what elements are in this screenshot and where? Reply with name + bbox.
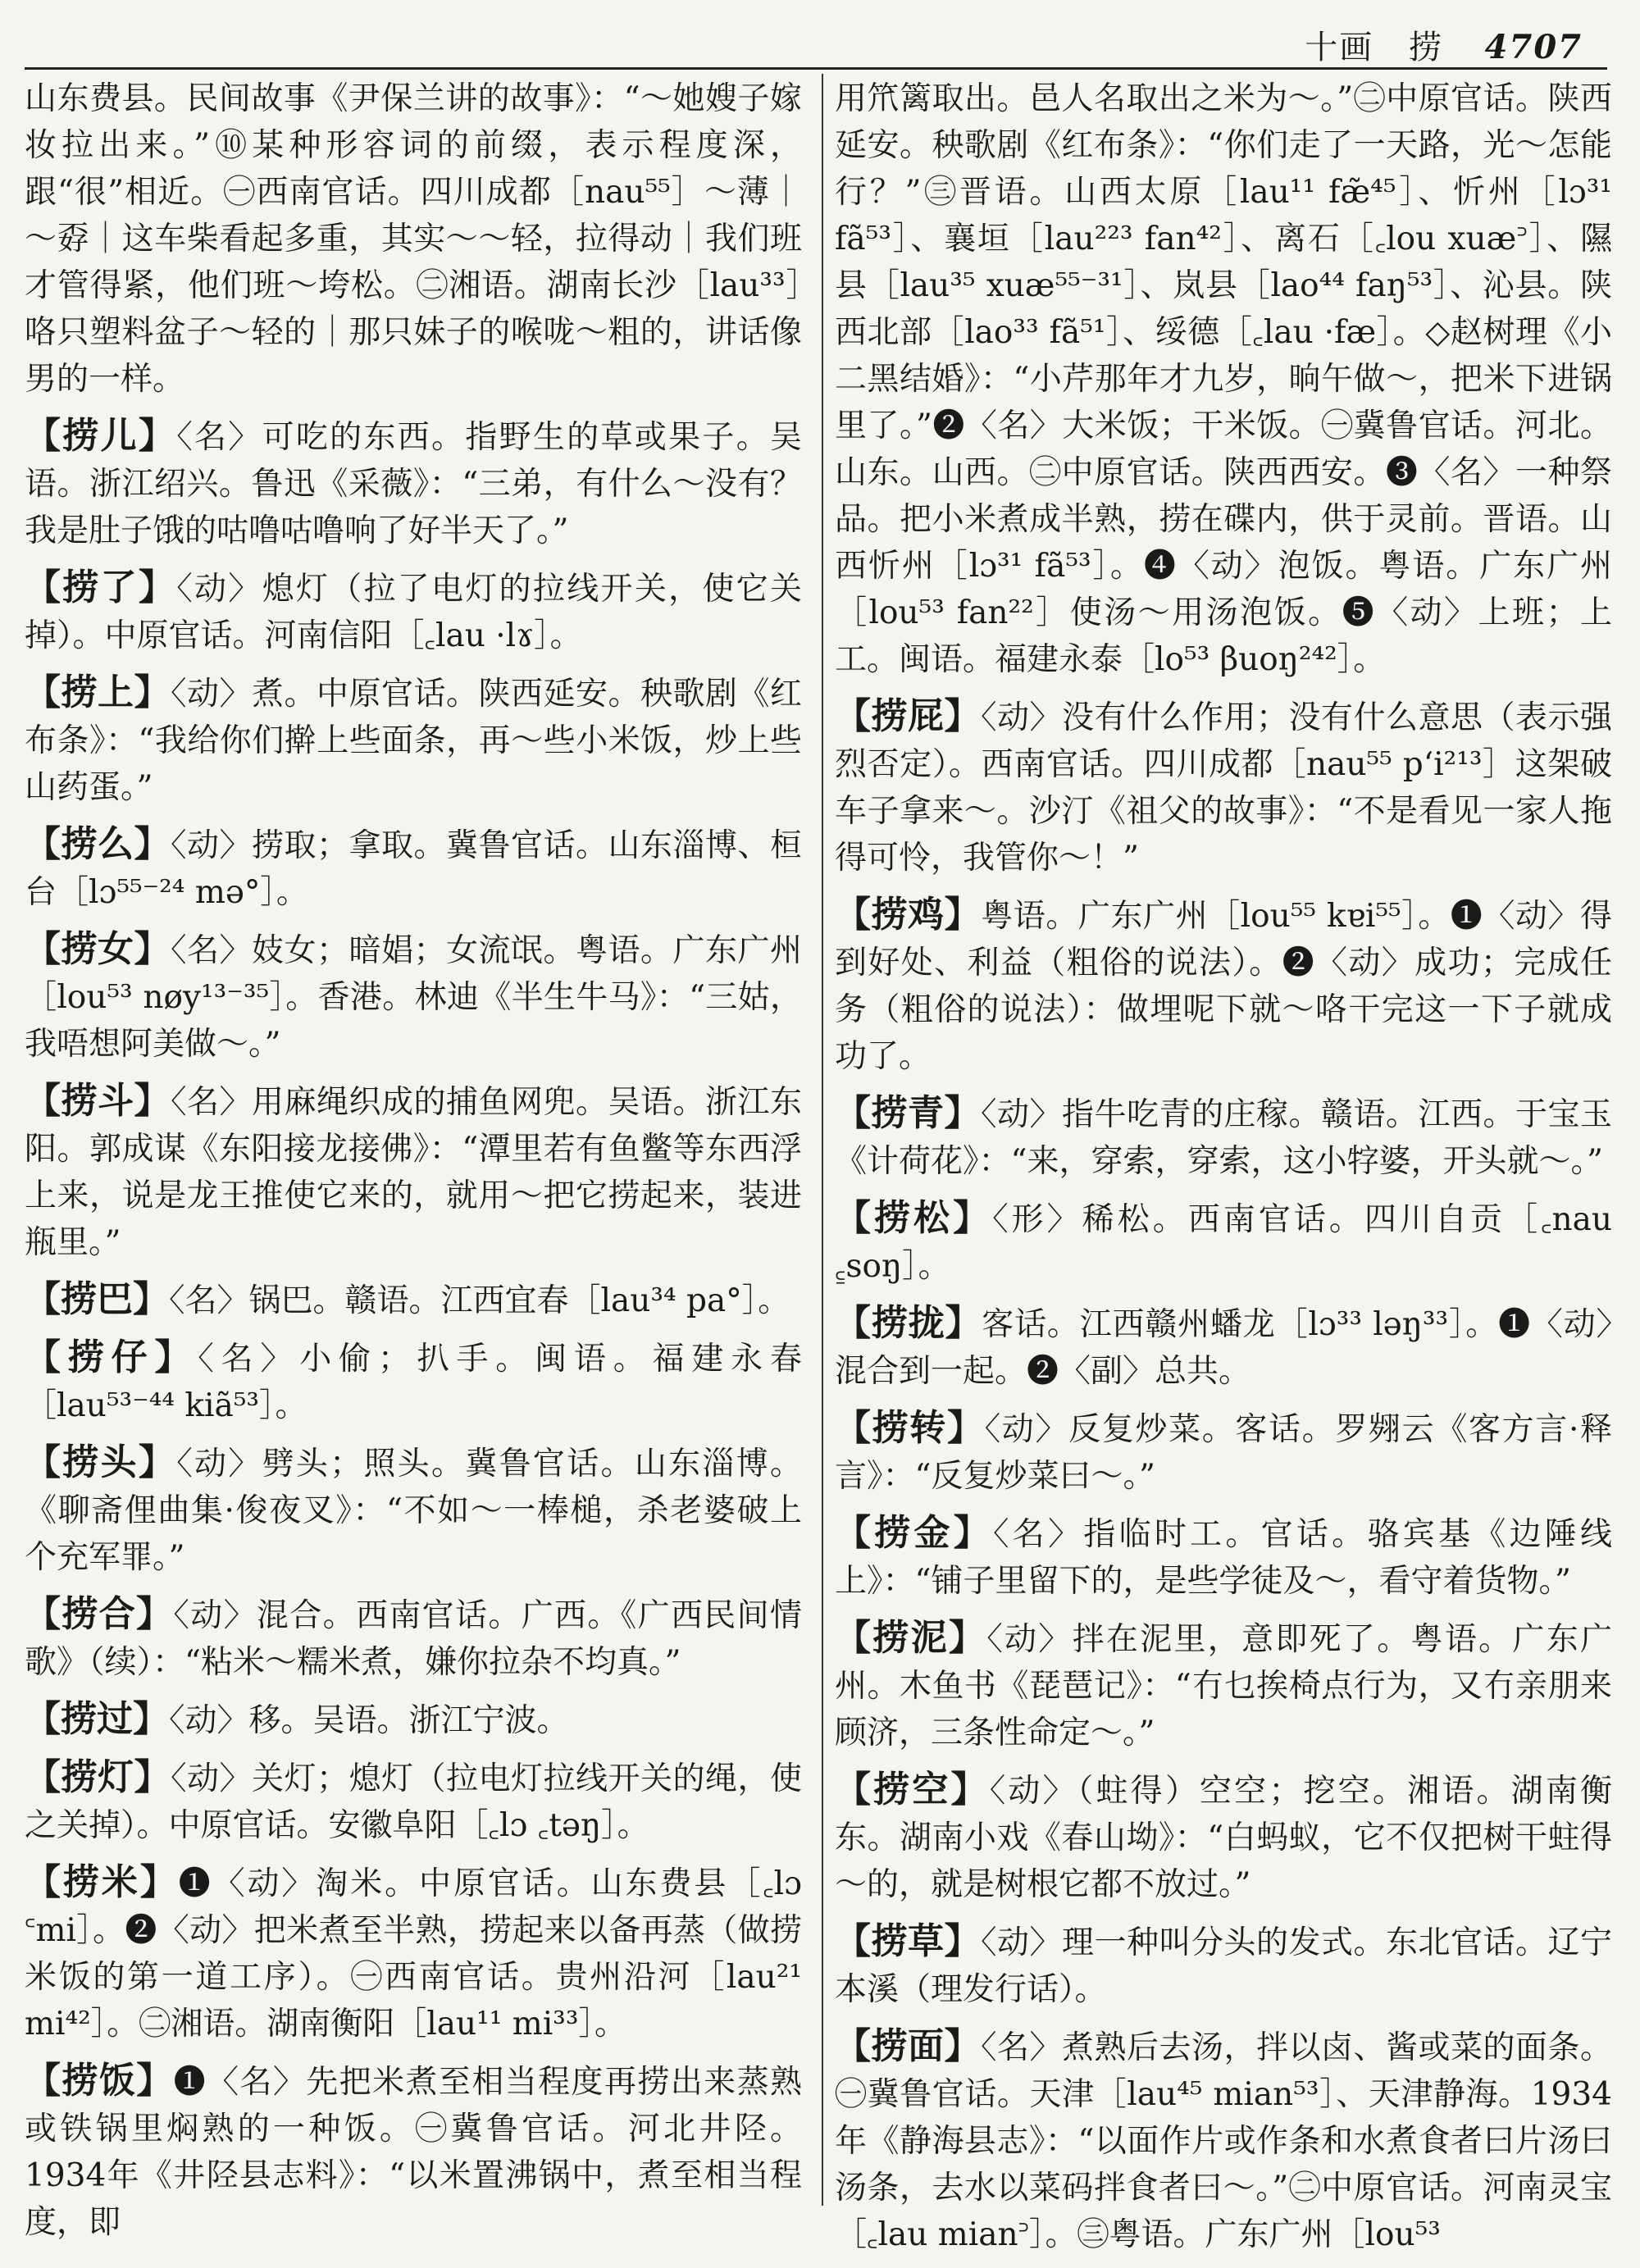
dictionary-entry (25, 1859, 802, 2047)
entry-headword: 【捞泥】 (835, 1617, 987, 1659)
dictionary-entry (835, 1195, 1612, 1290)
entry-definition: 〈动〉熄灯（拉了电灯的拉线开关，使它关掉）。中原官话。河南信阳［꜀lau ·lɤ］。 (25, 571, 802, 654)
entry-headword: 【捞儿】 (25, 415, 177, 457)
entry-definition: 〈名〉可吃的东西。指野生的草或果子。吴语。浙江绍兴。鲁迅《采薇》：“三弟，有什么～没有？我是肚子饿的咕噜咕噜响了好半天了。” (25, 419, 802, 549)
left-column (25, 75, 802, 2256)
dictionary-entry (835, 1918, 1612, 2013)
entry-headword: 【捞合】 (25, 1593, 174, 1635)
entry-headword: 【捞过】 (25, 1698, 169, 1740)
entry-headword: 【捞屁】 (835, 695, 981, 737)
entry-definition: 〈动〉理一种叫分头的发式。东北官话。辽宁本溪（理发行话）。 (835, 1924, 1612, 2008)
entry-headword: 【捞青】 (835, 1092, 981, 1134)
entry-definition: 〈动〉反复炒菜。客话。罗翙云《客方言·释言》：“反复炒菜曰～。” (835, 1411, 1612, 1495)
entry-definition: 〈动〉（蛀得）空空；挖空。湘语。湖南衡东。湖南小戏《春山坳》：“白蚂蚁，它不仅把树干蛀得～的，就是树根它都不放过。” (835, 1773, 1612, 1903)
dictionary-entry (25, 1439, 802, 1581)
entry-headword: 【捞了】 (25, 567, 177, 608)
dictionary-entry (25, 1334, 802, 1429)
dictionary-entry (25, 1696, 802, 1744)
entry-headword: 【捞米】 (25, 1861, 179, 1903)
header-character: 捞 (1408, 29, 1443, 66)
entry-headword: 【捞鸡】 (835, 894, 982, 936)
entry-definition: 〈动〉劈头；照头。冀鲁官话。山东淄博。《聊斋俚曲集·俊夜叉》：“不如～一棒槌，杀老婆破上个充军罪。” (25, 1446, 802, 1576)
entry-headword: 【捞转】 (835, 1407, 985, 1449)
entry-definition: 〈名〉指临时工。官话。骆宾基《边陲线上》：“铺子里留下的，是些学徒及～，看守着货物。” (835, 1516, 1612, 1600)
continuation-text: 用笊篱取出。邑人名取出之米为～。”㊁中原官话。陕西延安。秧歌剧《红布条》：“你们走了一天路，光～怎能行？”㊂晋语。山西太原［lau¹¹ fæ̃⁴⁵］、忻州［lɔ³¹ fã⁵³］、襄垣［lau²²³ fan⁴²］、离石［꜀lou xuæ꜄］、隰县［lau³⁵ xuæ⁵⁵⁻³¹］、岚县［lao⁴⁴ faŋ⁵³］、沁县。陕西北部［lao³³ fã⁵¹］、绥德［꜀lau ·fæ］。◇赵树理《小二黑结婚》：“小芹那年才九岁，晌午做～，把米下进锅里了。”❷〈名〉大米饭；干米饭。㊀冀鲁官话。河北。山东。山西。㊁中原官话。陕西西安。❸〈名〉一种祭品。把小米煮成半熟，捞在碟内，供于灵前。晋语。山西忻州［lɔ³¹ fã⁵³］。❹〈动〉泡饭。粤语。广东广州［lou⁵³ fan²²］使汤～用汤泡饭。❺〈动〉上班；上工。闽语。福建永泰［lo⁵³ βuoŋ²⁴²］。 (835, 80, 1612, 678)
entry-definition: 〈动〉关灯；熄灯（拉电灯拉线开关的绳，使之关掉）。中原官话。安徽阜阳［꜀lɔ ꜀təŋ］。 (25, 1760, 802, 1844)
dictionary-entry (25, 412, 802, 554)
right-column (835, 75, 1612, 2268)
entry-definition: 〈动〉没有什么作用；没有什么意思（表示强烈否定）。西南官话。四川成都［nau⁵⁵ pʻi²¹³］这架破车子拿来～。沙汀《祖父的故事》：“不是看见一家人拖得可怜，我管你～！” (835, 699, 1612, 877)
entry-definition: ❶〈名〉先把米煮至相当程度再捞出来蒸熟或铁锅里焖熟的一种饭。㊀冀鲁官话。河北井陉。1934年《井陉县志料》：“以米置沸锅中，煮至相当程度，即 (25, 2064, 802, 2241)
entry-definition: 〈动〉指牛吃青的庄稼。赣语。江西。于宝玉《计荷花》：“来，穿索，穿索，这小牸婆，开头就～。” (835, 1096, 1612, 1180)
dictionary-entry (25, 926, 802, 1068)
dictionary-entry (835, 693, 1612, 881)
dictionary-entry (25, 564, 802, 659)
dictionary-entry (835, 1300, 1612, 1395)
entry-headword: 【捞金】 (835, 1512, 994, 1554)
entry-headword: 【捞头】 (25, 1441, 177, 1483)
dictionary-entry (25, 1591, 802, 1686)
dictionary-entry (25, 1276, 802, 1324)
entry-definition: 〈动〉煮。中原官话。陕西延安。秧歌剧《红布条》：“我给你们擀上些面条，再～些小米饭，炒上些山药蛋。” (25, 676, 802, 806)
column-divider (822, 74, 823, 2206)
continuation-text: 山东费县。民间故事《尹保兰讲的故事》：“～她嫂子嫁妆拉出来。”⑩某种形容词的前缀，表示程度深，跟“很”相近。㊀西南官话。四川成都［nau⁵⁵］～薄｜～孬｜这车柴看起多重，其实～～轻，拉得动｜我们班才管得紧，他们班～垮松。㊁湘语。湖南长沙［lau³³］咯只塑料盆子～轻的｜那只妹子的喉咙～粗的，讲话像男的一样。 (25, 80, 802, 398)
entry-definition: 〈动〉捞取；拿取。冀鲁官话。山东淄博、桓台［lɔ⁵⁵⁻²⁴ mə°］。 (25, 827, 802, 911)
section-label: 十画 (1305, 29, 1374, 66)
dictionary-entry (25, 1754, 802, 1849)
entry-headword: 【捞拢】 (835, 1302, 982, 1344)
entry-list (835, 693, 1612, 2258)
entry-definition: 〈动〉混合。西南官话。广西。《广西民间情歌》（续）：“粘米～糯米煮，嫌你拉杂不均真。” (25, 1597, 802, 1681)
dictionary-entry (835, 1090, 1612, 1185)
entry-definition: 〈名〉小偷；扒手。闽语。福建永春［lau⁵³⁻⁴⁴ kiã⁵³］。 (25, 1341, 802, 1424)
entry-definition: 〈动〉拌在泥里，意即死了。粤语。广东广州。木鱼书《琵琶记》：“冇乜挨椅点行为，又冇亲朋来顾济，三条性命定～。” (835, 1621, 1612, 1751)
entry-definition: 〈动〉移。吴语。浙江宁波。 (169, 1702, 569, 1739)
entry-headword: 【捞上】 (25, 672, 171, 713)
entry-definition: 〈名〉用麻绳织成的捕鱼网兜。吴语。浙江东阳。郭成谋《东阳接龙接佛》：“潭里若有鱼鳖等东西浮上来，说是龙王推使它来的，就用～把它捞起来，装进瓶里。” (25, 1084, 802, 1261)
dictionary-entry (25, 1077, 802, 1266)
entry-definition: 〈名〉锅巴。赣语。江西宜春［lau³⁴ pa°］。 (169, 1282, 790, 1319)
entry-list (25, 412, 802, 2246)
entry-headword: 【捞草】 (835, 1920, 981, 1962)
page-number: 4707 (1484, 28, 1583, 66)
entry-definition: 〈名〉煮熟后去汤，拌以卤、酱或菜的面条。㊀冀鲁官话。天津［lau⁴⁵ mian⁵³］、天津静海。1934年《静海县志》：“以面作片或作条和水煮食者曰片汤曰汤条，去水以菜码拌食者曰～。”㊁中原官话。河南灵宝［꜀lau mian꜄］。㊂粤语。广东广州［lou⁵³ (835, 2029, 1612, 2253)
entry-headword: 【捞空】 (835, 1769, 990, 1810)
dictionary-entry (835, 1510, 1612, 1605)
dictionary-entry (835, 1405, 1612, 1500)
dictionary-entry (835, 1614, 1612, 1756)
dictionary-entry (835, 2023, 1612, 2258)
entry-headword: 【捞巴】 (25, 1278, 169, 1320)
dictionary-entry (835, 1766, 1612, 1908)
entry-headword: 【捞饭】 (25, 2060, 174, 2102)
entry-definition: 客话。江西赣州蟠龙［lɔ³³ ləŋ³³］。❶〈动〉混合到一起。❷〈副〉总共。 (835, 1306, 1613, 1390)
page-header (1305, 21, 1583, 68)
dictionary-entry (835, 891, 1612, 1080)
entry-definition: 粤语。广东广州［lou⁵⁵ kɐi⁵⁵］。❶〈动〉得到好处、利益（粗俗的说法）。❷〈动〉成功；完成任务（粗俗的说法）：做埋呢下就～咯干完这一下子就成功了。 (835, 898, 1612, 1075)
entry-headword: 【捞斗】 (25, 1080, 171, 1122)
entry-definition: 〈名〉妓女；暗娼；女流氓。粤语。广东广州［lou⁵³ nøy¹³⁻³⁵］。香港。林迪《半生牛马》：“三姑，我唔想阿美做～。” (25, 932, 802, 1063)
dictionary-entry (25, 821, 802, 916)
entry-headword: 【捞仔】 (25, 1337, 198, 1378)
header-rule (25, 67, 1607, 70)
dictionary-entry (25, 669, 802, 811)
entry-headword: 【捞面】 (835, 2025, 981, 2067)
entry-headword: 【捞灯】 (25, 1756, 171, 1798)
entry-headword: 【捞松】 (835, 1197, 993, 1239)
entry-headword: 【捞女】 (25, 928, 171, 970)
dictionary-entry (25, 2057, 802, 2246)
entry-headword: 【捞么】 (25, 823, 171, 865)
entry-definition: 〈形〉稀松。西南官话。四川自贡［꜀nau ꜁soŋ］。 (835, 1201, 1613, 1285)
entry-definition: ❶〈动〉淘米。中原官话。山东费县［꜀lɔ ꜂mi］。❷〈动〉把米煮至半熟，捞起来以备再蒸（做捞米饭的第一道工序）。㊀西南官话。贵州沿河［lau²¹ mi⁴²］。㊁湘语。湖南衡阳［lau¹¹ mi³³］。 (25, 1865, 802, 2043)
